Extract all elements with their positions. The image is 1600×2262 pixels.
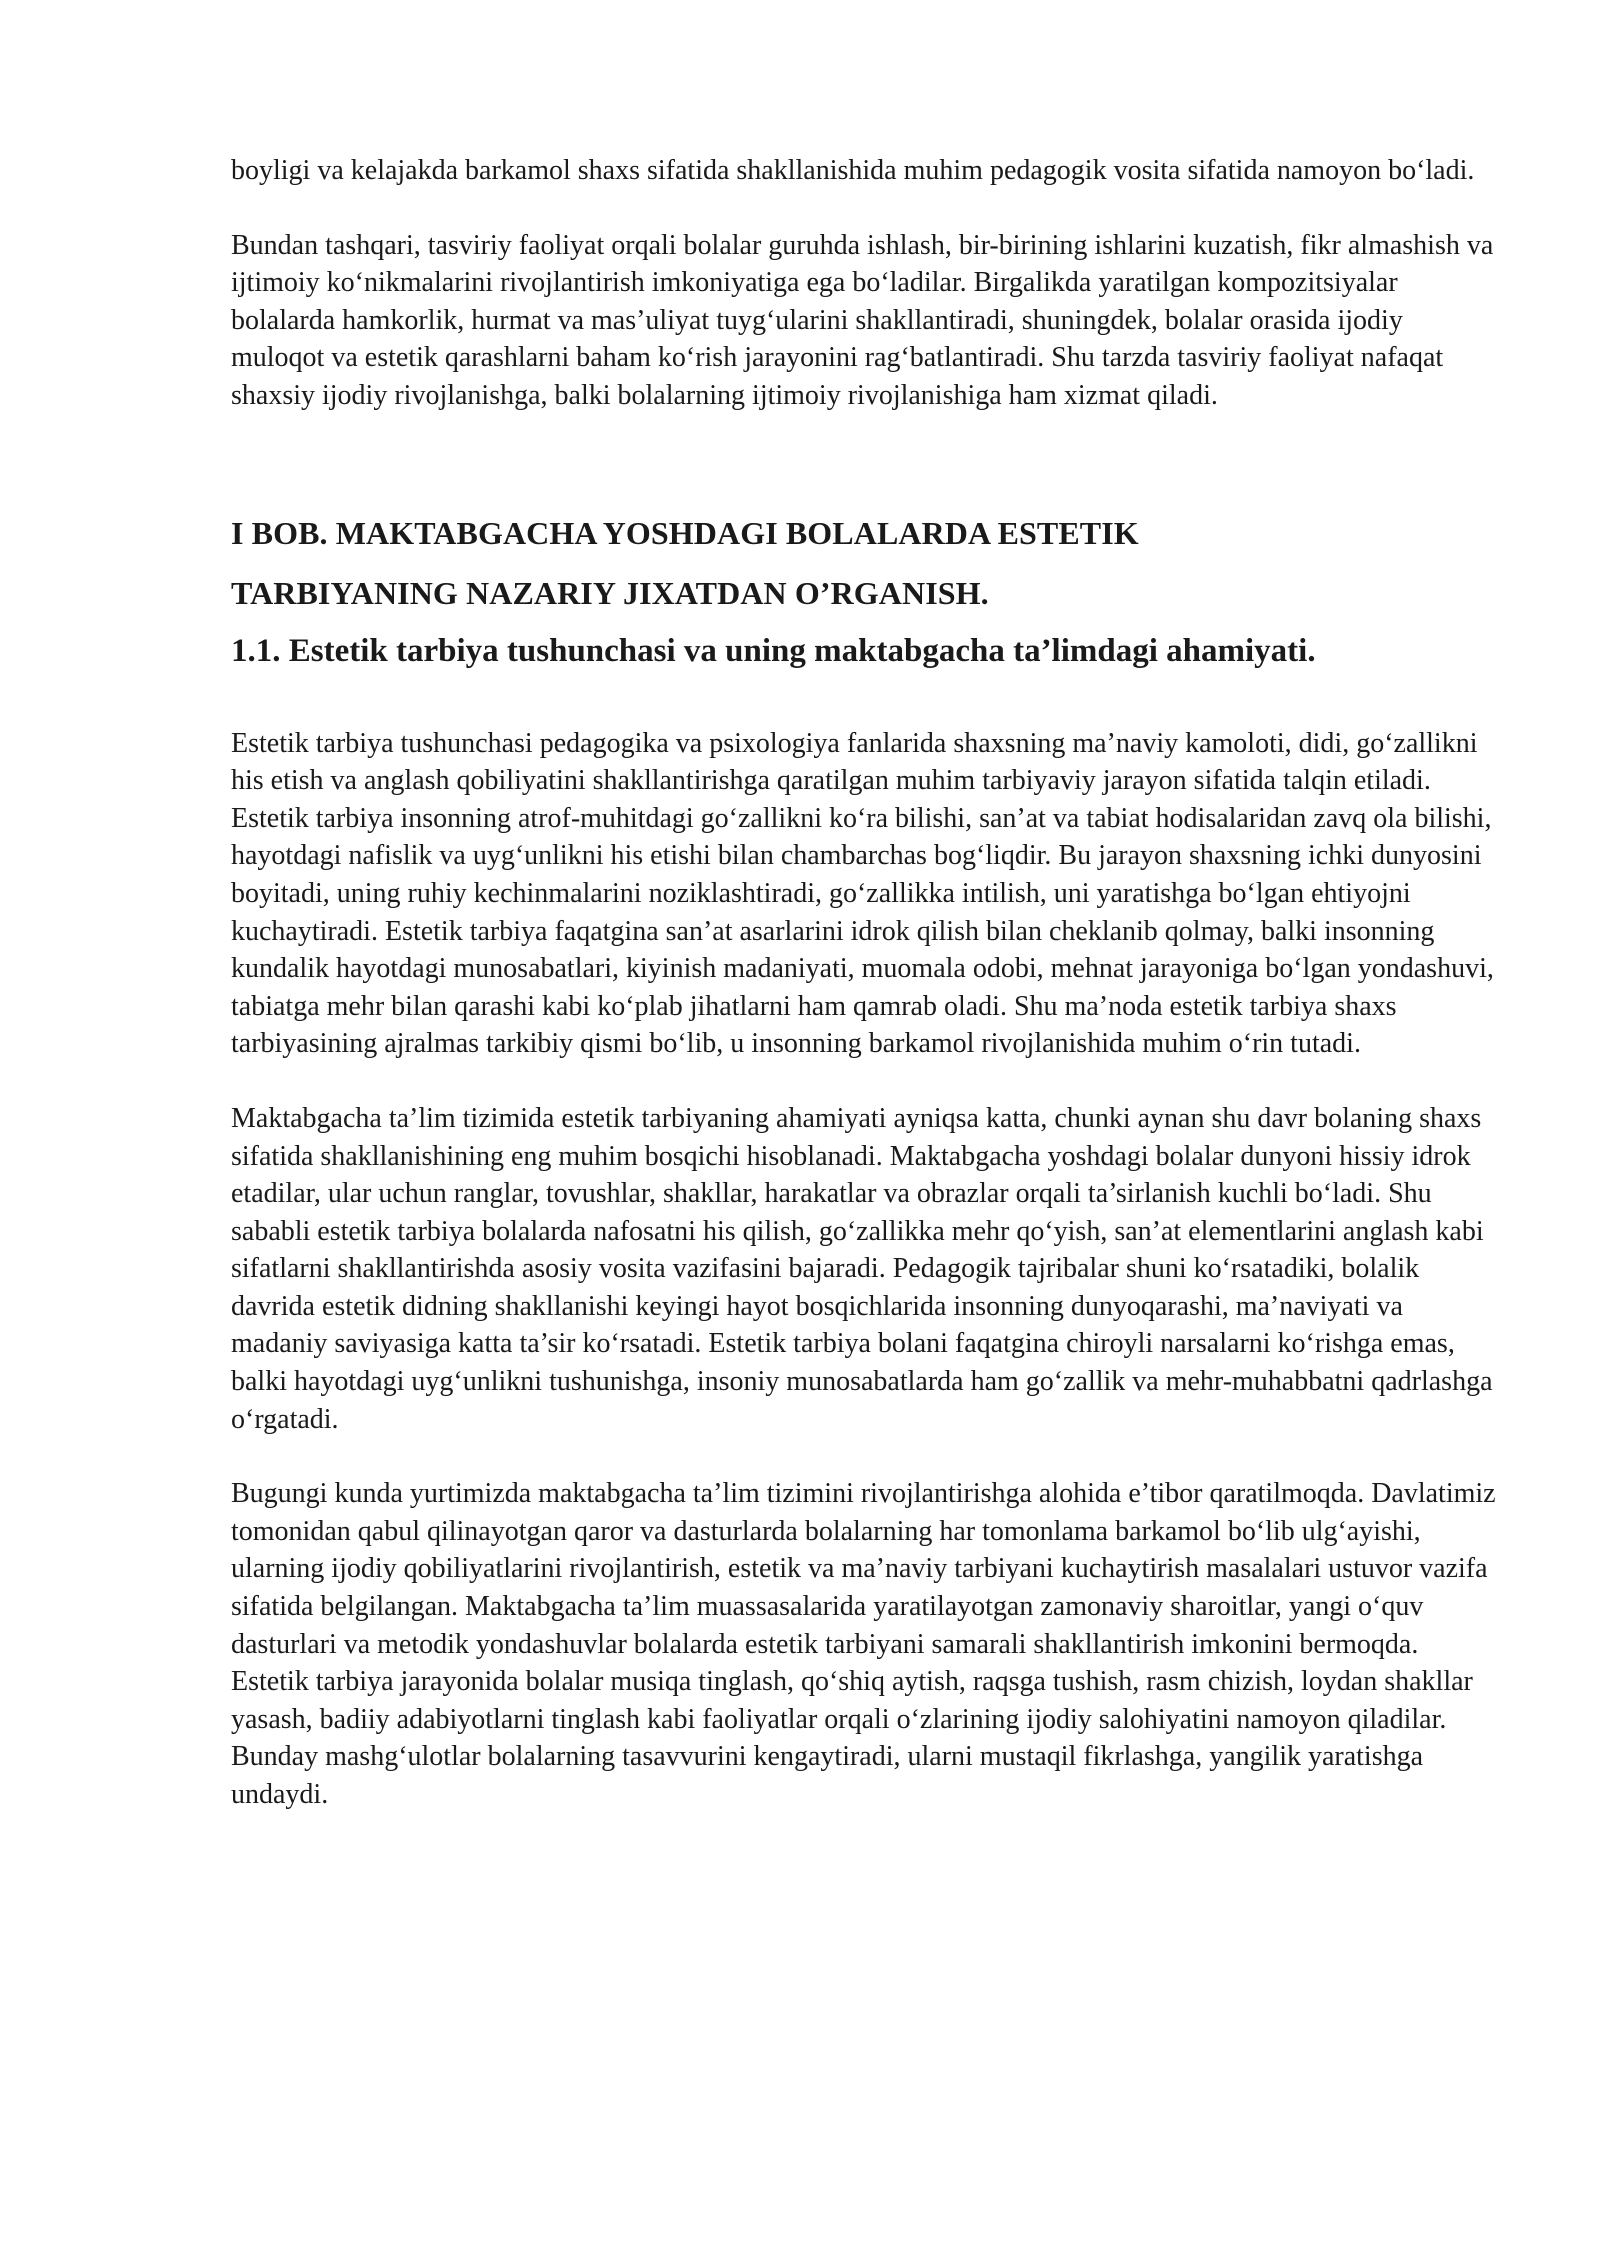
intro-paragraph-2: Bundan tashqari, tasviriy faoliyat orqali bolalar guruhda ishlash, bir-birining ishlarini kuzatish, fikr almashish va ijtimoiy ko‘nikmalarini rivojlantirish imkoniyatiga ega bo‘ladilar. Birgalikda yaratilgan kompozitsiyalar bolalarda hamkorlik, hurmat va mas’uliyat tuyg‘ularini shakllantiradi, shuningdek, bolalar orasida ijodiy muloqot va estetik qarashlarni baham ko‘rish jarayonini rag‘batlantiradi. Shu tarzda tasviriy faoliyat nafaqat shaxsiy ijodiy rivojlanishga, balki bolalarning ijtimoiy rivojlanishiga ham xizmat qiladi. <box>231 229 1494 411</box>
chapter-title-line-1: I BOB. MAKTABGACHA YOSHDAGI BOLALARDA ESTETIK <box>231 514 1139 551</box>
body-paragraph-3: Bugungi kunda yurtimizda maktabgacha ta’lim tizimini rivojlantirishga alohida e’tibor qaratilmoqda. Davlatimiz tomonidan qabul qilinayotgan qaror va dasturlarda bolalarning har tomonlama barkamol bo‘lib ulg‘ayishi, ularning ijodiy qobiliyatlarini rivojlantirish, estetik va ma’naviy tarbiyani kuchaytirish masalalari ustuvor vazifa sifatida belgilangan. Maktabgacha ta’lim muassasalarida yaratilayotgan zamonaviy sharoitlar, yangi o‘quv dasturlari va metodik yondashuvlar bolalarda estetik tarbiyani samarali shakllantirish imkonini bermoqda. Estetik tarbiya jarayonida bolalar musiqa tinglash, qo‘shiq aytish, raqsga tushish, rasm chizish, loydan shakllar yasash, badiiy adabiyotlarni tinglash kabi faoliyatlar orqali o‘zlarining ijodiy salohiyatini namoyon qiladilar. Bunday mashg‘ulotlar bolalarning tasavvurini kengaytiradi, ularni mustaqil fikrlashga, yangilik yaratishga undaydi. <box>231 1478 1496 1810</box>
chapter-heading <box>231 503 1500 623</box>
intro-paragraph-1: boyligi va kelajakda barkamol shaxs sifatida shakllanishida muhim pedagogik vosita sifatida namoyon bo‘ladi. <box>231 155 1475 186</box>
body-paragraph-2: Maktabgacha ta’lim tizimida estetik tarbiyaning ahamiyati ayniqsa katta, chunki aynan shu davr bolaning shaxs sifatida shakllanishining eng muhim bosqichi hisoblanadi. Maktabgacha yoshdagi bolalar dunyoni hissiy idrok etadilar, ular uchun ranglar, tovushlar, shakllar, harakatlar va obrazlar orqali ta’sirlanish kuchli bo‘ladi. Shu sababli estetik tarbiya bolalarda nafosatni his qilish, go‘zallikka mehr qo‘yish, san’at elementlarini anglash kabi sifatlarni shakllantirishda asosiy vosita vazifasini bajaradi. Pedagogik tajribalar shuni ko‘rsatadiki, bolalik davrida estetik didning shakllanishi keyingi hayot bosqichlarida insonning dunyoqarashi, ma’naviyati va madaniy saviyasiga katta ta’sir ko‘rsatadi. Estetik tarbiya bolani faqatgina chiroyli narsalarni ko‘rishga emas, balki hayotdagi uyg‘unlikni tushunishga, insoniy munosabatlarda ham go‘zallik va mehr-muhabbatni qadrlashga o‘rgatadi. <box>231 1102 1493 1435</box>
body-paragraph-1: Estetik tarbiya tushunchasi pedagogika va psixologiya fanlarida shaxsning ma’naviy kamoloti, didi, go‘zallikni his etish va anglash qobiliyatini shakllantirishga qaratilgan muhim tarbiyaviy jarayon sifatida talqin etiladi. Estetik tarbiya insonning atrof-muhitdagi go‘zallikni ko‘ra bilishi, san’at va tabiat hodisalaridan zavq ola bilishi, hayotdagi nafislik va uyg‘unlikni his etishi bilan chambarchas bog‘liqdir. Bu jarayon shaxsning ichki dunyosini boyitadi, uning ruhiy kechinmalarini noziklashtiradi, go‘zallikka intilish, uni yaratishga bo‘lgan ehtiyojni kuchaytiradi. Estetik tarbiya faqatgina san’at asarlarini idrok qilish bilan cheklanib qolmay, balki insonning kundalik hayotdagi munosabatlari, kiyinish madaniyati, muomala odobi, mehnat jarayoniga bo‘lgan yondashuvi, tabiatga mehr bilan qarashi kabi ko‘plab jihatlarni ham qamrab oladi. Shu ma’noda estetik tarbiya shaxs tarbiyasining ajralmas tarkibiy qismi bo‘lib, u insonning barkamol rivojlanishida muhim o‘rin tutadi. <box>231 727 1494 1060</box>
section-title: 1.1. Estetik tarbiya tushunchasi va uning maktabgacha ta’limdagi ahamiyati. <box>231 632 1316 669</box>
chapter-title-line-2: TARBIYANING NAZARIY JIXATDAN O’RGANISH. <box>231 574 989 611</box>
